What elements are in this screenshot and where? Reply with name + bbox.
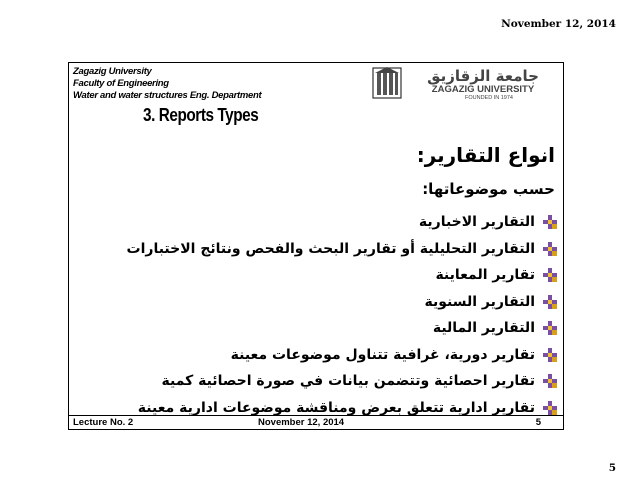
list-item-text: التقارير الاخبارية (418, 214, 535, 231)
footer-date: November 12, 2014 (258, 417, 345, 428)
logo-founded-text: FOUNDED IN 1974 (465, 95, 513, 101)
print-page-number: 5 (608, 462, 616, 474)
slide-footer (69, 417, 563, 429)
slide-title: 3. Reports Types (143, 105, 259, 125)
plus-bullet-icon (543, 242, 557, 256)
list-item-text: تقارير دورية، غرافية تتناول موضوعات معينة (230, 346, 535, 363)
list-item-text: تقارير ادارية تتعلق بعرض ومناقشة موضوعات ادارية معينة (137, 399, 535, 416)
list-item-text: التقارير التحليلية أو تقارير البحث والفحص ونتائج الاختبارات (126, 240, 535, 257)
plus-bullet-icon (543, 321, 557, 335)
list-item (87, 342, 557, 369)
plus-bullet-icon (543, 348, 557, 362)
list-item-text: التقارير السنوية (424, 293, 535, 310)
faculty-name: Faculty of Engineering (73, 78, 169, 89)
plus-bullet-icon (543, 268, 557, 282)
university-logo (371, 65, 561, 101)
print-date: November 12, 2014 (501, 18, 616, 30)
slide (68, 62, 564, 430)
list-item (87, 368, 557, 395)
emblem-icon (373, 67, 401, 98)
department-name: Water and water structures Eng. Department (73, 90, 262, 101)
footer-divider (69, 415, 563, 416)
plus-bullet-icon (543, 401, 557, 415)
arabic-subheading: حسب موضوعاتها: (422, 180, 555, 198)
list-item-text: تقارير المعاينة (435, 267, 535, 284)
report-types-list (87, 209, 557, 421)
plus-bullet-icon (543, 295, 557, 309)
list-item (87, 209, 557, 236)
lecture-number: Lecture No. 2 (73, 417, 134, 428)
plus-bullet-icon (543, 374, 557, 388)
list-item (87, 236, 557, 263)
university-name: Zagazig University (73, 66, 152, 77)
list-item (87, 289, 557, 316)
arabic-heading: انواع التقارير: (416, 143, 555, 167)
logo-english-text: ZAGAZIG UNIVERSITY (431, 84, 535, 95)
institution-header (73, 66, 261, 102)
logo-arabic-text: جامعة الزقازيق (427, 67, 539, 85)
list-item-text: التقارير المالية (432, 320, 535, 337)
slide-number: 5 (535, 417, 541, 428)
list-item (87, 315, 557, 342)
list-item (87, 262, 557, 289)
list-item-text: تقارير احصائية وتتضمن بيانات في صورة احصائية كمية (161, 373, 535, 390)
plus-bullet-icon (543, 215, 557, 229)
